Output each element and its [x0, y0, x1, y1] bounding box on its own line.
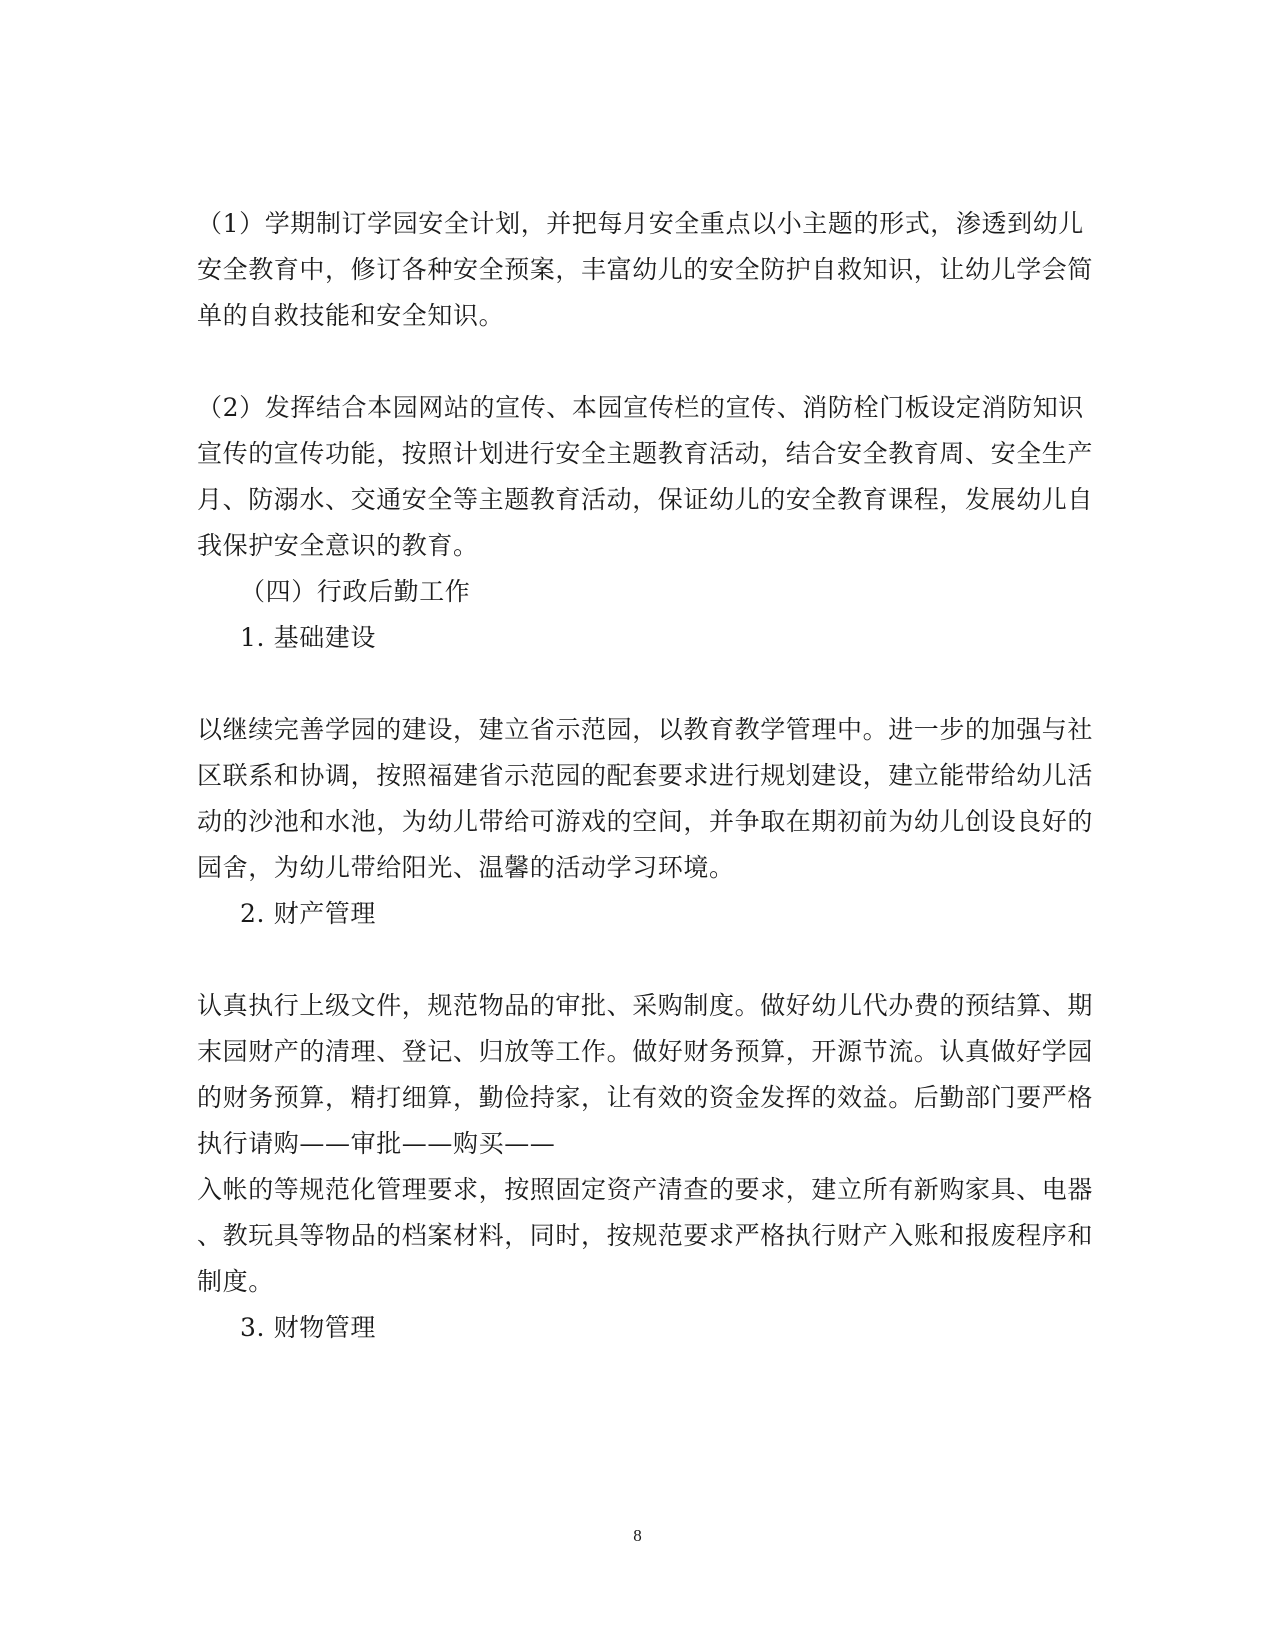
paragraph-4-line-1: 认真执行上级文件，规范物品的审批、采购制度。做好幼儿代办费的预结算、期 — [197, 991, 1094, 1020]
paragraph-3-line-1: 以继续完善学园的建设，建立省示范园，以教育教学管理中。进一步的加强与社 — [197, 715, 1094, 744]
paragraph-3-line-2: 区联系和协调，按照福建省示范园的配套要求进行规划建设，建立能带给幼儿活 — [197, 761, 1094, 790]
paragraph-1-line-3: 单的自救技能和安全知识。 — [197, 301, 505, 330]
sub-heading-property-management: 2. 财产管理 — [240, 899, 376, 928]
paragraph-4-line-7: 制度。 — [197, 1267, 274, 1296]
paragraph-4-line-6: 、教玩具等物品的档案材料，同时，按规范要求严格执行财产入账和报废程序和 — [197, 1221, 1094, 1250]
page-number: 8 — [633, 1526, 642, 1545]
paragraph-3-line-3: 动的沙池和水池，为幼儿带给可游戏的空间，并争取在期初前为幼儿创设良好的 — [197, 807, 1094, 836]
paragraph-1-line-1: （1）学期制订学园安全计划，并把每月安全重点以小主题的形式，渗透到幼儿 — [197, 209, 1084, 238]
sub-heading-infrastructure: 1. 基础建设 — [240, 623, 376, 652]
paragraph-4-line-2: 末园财产的清理、登记、归放等工作。做好财务预算，开源节流。认真做好学园 — [197, 1037, 1094, 1066]
paragraph-1-line-2: 安全教育中，修订各种安全预案，丰富幼儿的安全防护自救知识，让幼儿学会简 — [197, 255, 1094, 284]
paragraph-2-line-1: （2）发挥结合本园网站的宣传、本园宣传栏的宣传、消防栓门板设定消防知识 — [197, 393, 1084, 422]
paragraph-3-line-4: 园舍，为幼儿带给阳光、温馨的活动学习环境。 — [197, 853, 735, 882]
paragraph-2-line-4: 我保护安全意识的教育。 — [197, 531, 479, 560]
section-heading: （四）行政后勤工作 — [240, 577, 471, 606]
paragraph-4-line-5: 入帐的等规范化管理要求，按照固定资产清查的要求，建立所有新购家具、电器 — [197, 1175, 1094, 1204]
paragraph-4-line-3: 的财务预算，精打细算，勤俭持家，让有效的资金发挥的效益。后勤部门要严格 — [197, 1083, 1094, 1112]
paragraph-4-line-4: 执行请购——审批——购买—— — [197, 1129, 556, 1158]
paragraph-2-line-3: 月、防溺水、交通安全等主题教育活动，保证幼儿的安全教育课程，发展幼儿自 — [197, 485, 1094, 514]
sub-heading-finance-management: 3. 财物管理 — [240, 1313, 376, 1342]
paragraph-2-line-2: 宣传的宣传功能，按照计划进行安全主题教育活动，结合安全教育周、安全生产 — [197, 439, 1094, 468]
